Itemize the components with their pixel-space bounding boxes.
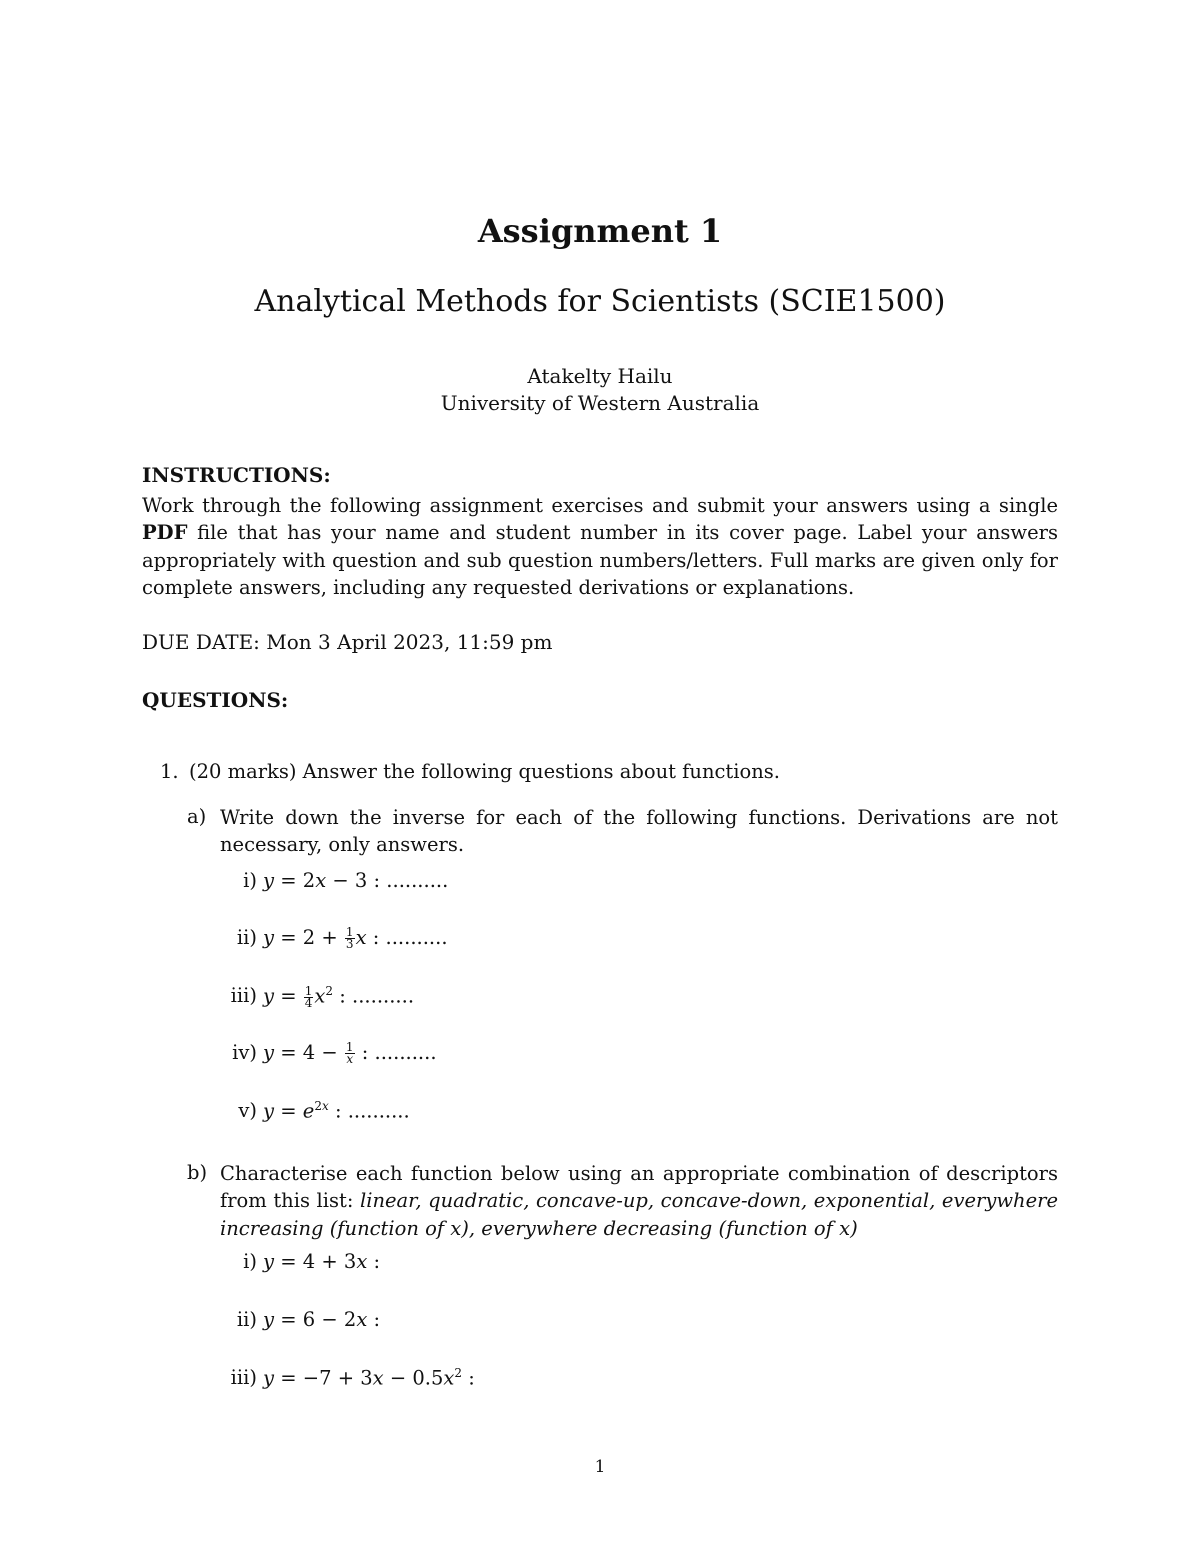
q1a-item-1-label: i) [243,869,257,892]
q1a-item-2-label: ii) [236,926,257,949]
author-name: Atakelty Hailu [527,364,673,388]
q1a-item-1-equation: y = 2x − 3 : .......... [263,869,449,892]
q1b-item-1-label: i) [243,1250,257,1273]
q1b-item-2-label: ii) [236,1308,257,1331]
q1b-item-1-answer: : [367,1250,381,1273]
q1a-item-4-label: iv) [232,1041,257,1064]
q1-text: (20 marks) Answer the following questions about functions. [189,760,780,783]
author-affiliation: University of Western Australia [440,391,760,415]
q1b-descriptors: linear, quadratic, concave-up, concave-down, exponential, everywhere increasing (function of x), everywhere decreasing (function of x) [220,1189,1058,1240]
q1b-text [220,1160,1058,1242]
questions-heading: QUESTIONS: [142,688,289,712]
course-subtitle: Analytical Methods for Scientists (SCIE1500) [254,284,946,319]
q1b-item-3-label: iii) [230,1366,257,1389]
q1a-item-5-answer: : .......... [328,1099,410,1123]
q1a-item-4-equation: y = 4 − $\frac{1}{x}$ : .......... [263,1040,437,1066]
q1b-text-1: Characterise each function below using an appropriate combination of descriptors from this list: [220,1162,1058,1213]
q1b-item-1-equation: y = 4 + 3x : [263,1250,381,1273]
q1a-item-5-equation: $y = e^{2x}$ : .......... [263,1099,410,1123]
due-date-label: DUE DATE: [142,630,260,654]
due-date-value: Mon 3 April 2023, 11:59 pm [259,630,553,654]
q1a-item-3-equation: y = $\frac{1}{4}$ $x^2$ : .......... [263,983,415,1010]
q1a-item-2-answer: : .......... [366,926,448,949]
q1b-item-2-answer: : [367,1308,381,1331]
q1a-item-1-answer: : .......... [367,869,449,892]
instructions-text-2: file that has your name and student number in its cover page. Label your answers appropriately with question and sub question numbers/letters. Full marks are given only for complete answers, including any requested derivations or explanations. [142,521,1058,599]
instructions-pdf: PDF [142,521,188,545]
q1b-label: b) [187,1161,208,1184]
q1a-item-3-answer: : .......... [333,984,415,1008]
instructions-text [142,492,1058,601]
q1a-item-4-answer: : .......... [355,1041,437,1064]
instructions-heading: INSTRUCTIONS: [142,463,331,487]
instructions-text-1: Work through the following assignment exercises and submit your answers using a single [142,494,1058,517]
page-number: 1 [594,1457,606,1477]
q1a-text: Write down the inverse for each of the following functions. Derivations are not necessary, only answers. [220,806,1058,857]
q1b-item-3-answer: : [462,1366,475,1390]
q1a-item-3-label: iii) [230,984,257,1007]
q1a-item-5-label: v) [238,1099,257,1122]
q1b-item-2-equation: y = 6 − 2x : [263,1308,381,1331]
document-title: Assignment 1 [477,212,723,250]
q1-number: 1. [160,760,179,783]
q1b-item-3-equation: $y = -7 + 3x - 0.5x^2$ : [263,1366,475,1390]
q1a-label: a) [187,805,207,828]
q1a-item-2-equation: y = 2 + $\frac{1}{3}$ x : .......... [263,925,448,951]
due-date [142,630,552,654]
